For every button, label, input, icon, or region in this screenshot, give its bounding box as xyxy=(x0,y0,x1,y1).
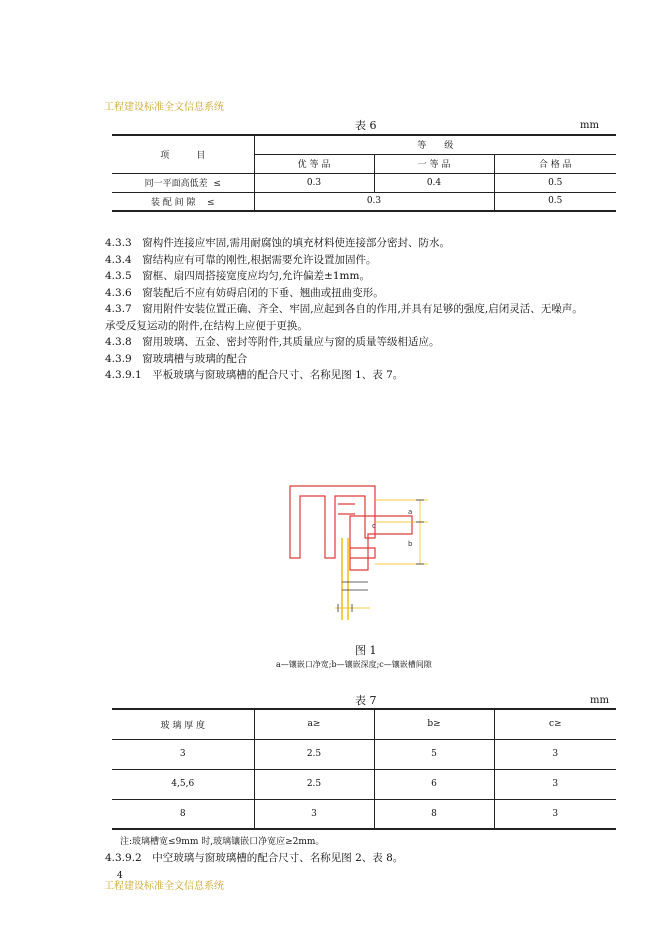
table6-row1-value-3: 0.5 xyxy=(494,173,616,192)
table6-row2-merged: 0.3 xyxy=(254,192,494,211)
dimension-label-c: c xyxy=(372,522,376,530)
watermark-top: 工程建设标准全文信息系统 xyxy=(104,102,224,113)
table6-caption: 表 6 xyxy=(355,119,377,132)
table7-row2-thickness: 4,5,6 xyxy=(112,769,254,799)
table7-row3-a: 3 xyxy=(254,799,374,829)
paragraph-4-3-4: 4.3.4 窗结构应有可靠的刚性,根据需要允许设置加固件。 xyxy=(105,253,377,266)
paragraph-4-3-3: 4.3.3 窗构件连接应牢固,需用耐腐蚀的填充材料使连接部分密封、防水。 xyxy=(105,237,451,249)
table6-row2-label xyxy=(112,192,254,211)
table7-header-a: a≥ xyxy=(254,709,374,739)
table7-header-c: c≥ xyxy=(494,709,616,739)
figure1-title: 图 1 xyxy=(355,644,377,657)
table6-row1-label xyxy=(112,173,254,192)
glazing-bead xyxy=(350,516,412,570)
table7-row3-thickness: 8 xyxy=(112,799,254,829)
table6-grade-3: 合 格 品 xyxy=(494,154,616,173)
paragraph-list xyxy=(105,235,583,384)
table6-row1-label-text: 同一平面高低差 xyxy=(144,179,208,189)
paragraph-4-3-9-1: 4.3.9.1 平板玻璃与窗玻璃槽的配合尺寸、名称见图 1、表 7。 xyxy=(105,369,404,381)
paragraph-4-3-7: 4.3.7 窗用附件安装位置正确、齐全、牢固,应起到各自的作用,并具有足够的强度,启闭灵活、无噪声。 xyxy=(105,303,583,315)
paragraph-4-3-5: 4.3.5 窗框、扇四周搭接宽度应均匀,允许偏差±1mm。 xyxy=(105,270,370,282)
paragraph-4-3-9: 4.3.9 窗玻璃槽与玻璃的配合 xyxy=(105,352,248,365)
table6-header-item: 项 目 xyxy=(112,135,254,173)
paragraph-4-3-6: 4.3.6 窗装配后不应有妨碍启闭的下垂、翘曲或扭曲变形。 xyxy=(105,286,384,299)
table6-unit: mm xyxy=(580,120,599,131)
table7-header-b: b≥ xyxy=(374,709,494,739)
page-number: 4 xyxy=(117,871,123,881)
table6-header-grade: 等 级 xyxy=(254,135,616,154)
table7-row1-thickness: 3 xyxy=(112,739,254,769)
table7 xyxy=(112,708,616,830)
frame-profile xyxy=(290,486,375,558)
table7-row2-a: 2.5 xyxy=(254,769,374,799)
table7-row3-b: 8 xyxy=(374,799,494,829)
dimension-label-b: b xyxy=(408,540,413,548)
table6-row2-symbol: ≤ xyxy=(207,197,215,208)
paragraph-4-3-9-2: 4.3.9.2 中空玻璃与窗玻璃槽的配合尺寸、名称见图 2、表 8。 xyxy=(105,852,404,864)
table6-grade-2: 一 等 品 xyxy=(374,154,494,173)
paragraph-4-3-7-cont: 承受反复运动的附件,在结构上应便于更换。 xyxy=(105,319,308,332)
table6-grade-1: 优 等 品 xyxy=(254,154,374,173)
table6-row1-value-2: 0.4 xyxy=(374,173,494,192)
figure1-legend: a—镶嵌口净宽;b—镶嵌深度;c—镶嵌槽间隙 xyxy=(276,660,432,669)
table7-unit: mm xyxy=(590,695,609,706)
table7-row1-b: 5 xyxy=(374,739,494,769)
table7-header-thickness: 玻 璃 厚 度 xyxy=(112,709,254,739)
figure1-drawing xyxy=(280,478,440,628)
table7-row2-c: 3 xyxy=(494,769,616,799)
table6-row2-last: 0.5 xyxy=(494,192,616,211)
table6-row1-symbol: ≤ xyxy=(213,179,221,189)
table6-row1-value-1: 0.3 xyxy=(254,173,374,192)
watermark-bottom: 工程建设标准全文信息系统 xyxy=(104,881,224,892)
table7-row1-a: 2.5 xyxy=(254,739,374,769)
table7-row3-c: 3 xyxy=(494,799,616,829)
dimension-ticks xyxy=(338,500,424,612)
table6-row2-label-text: 装 配 间 隙 xyxy=(150,197,196,208)
table7-row1-c: 3 xyxy=(494,739,616,769)
table7-note: 注:玻璃槽宽≤9mm 时,玻璃镶嵌口净宽应≥2mm。 xyxy=(120,837,325,847)
dimension-label-a: a xyxy=(408,508,413,516)
table7-row2-b: 6 xyxy=(374,769,494,799)
table7-caption: 表 7 xyxy=(355,694,377,707)
table6 xyxy=(112,134,616,212)
paragraph-4-3-8: 4.3.8 窗用玻璃、五金、密封等附件,其质量应与窗的质量等级相适应。 xyxy=(105,336,440,348)
